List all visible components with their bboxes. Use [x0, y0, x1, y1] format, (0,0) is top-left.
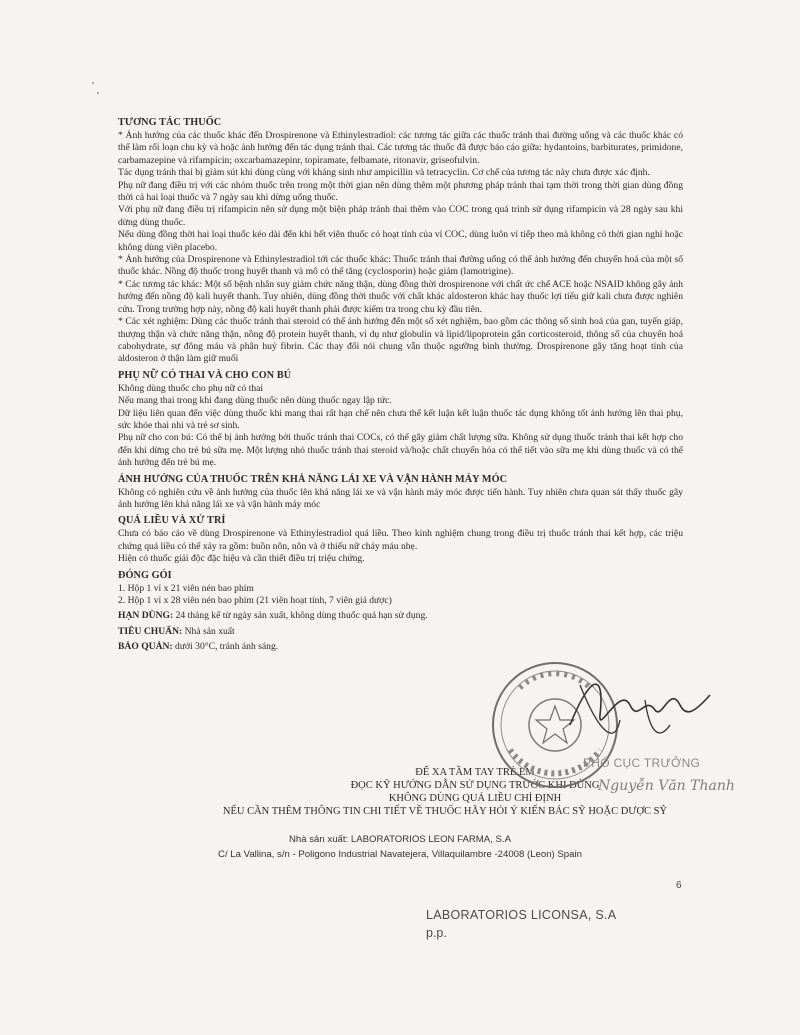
paragraph: Chưa có báo cáo về dùng Drospirenone và Ethinylestradiol quá liều. Theo kinh nghiệm chung trong điều trị thuốc tránh thai kết hợp, các triệu chứng quá liều có thể xảy ra gồm: buồn nôn, nôn và ở thiếu nữ chảy máu nhẹ.	[118, 528, 683, 552]
scan-speck	[97, 92, 99, 94]
section-heading: TƯƠNG TÁC THUỐC	[118, 117, 222, 128]
paragraph: * Các tương tác khác: Một số bệnh nhân suy giảm chức năng thận, dùng đồng thời drospirenone với chất ức chế ACE hoặc NSAID không gây ảnh hưởng đến nồng độ kali huyết thanh. Tuy nhiên, dùng đồng thời thuốc với chất khác aldosteron khác hay thuốc lợi tiểu giữ kali chưa được nghiên cứu. Trong trường hợp này, nồng độ kali huyết thanh phải được kiểm tra trong chu kỳ đầu tiên.	[118, 278, 683, 315]
paragraph: Với phụ nữ đang điều trị rifampicin nên sử dụng một biện pháp tránh thai thêm vào COC trong quá trình sử dụng rifampicin và 28 ngày sau khi dừng dùng thuốc.	[118, 204, 683, 228]
section-heading: ẢNH HƯỞNG CỦA THUỐC TRÊN KHẢ NĂNG LÁI XE VÀ VẬN HÀNH MÁY MÓC	[118, 473, 508, 485]
standard-label: TIÊU CHUẨN:	[118, 625, 183, 637]
licensee-name: LABORATORIOS LICONSA, S.A	[426, 908, 617, 922]
manufacturer-block	[160, 833, 640, 862]
section-heading: QUÁ LIỀU VÀ XỬ TRÍ	[118, 515, 226, 527]
page-number: 6	[676, 880, 682, 891]
paragraph: Hiện có thuốc giải độc đặc hiệu và cần thiết điều trị triệu chứng.	[118, 553, 365, 565]
storage-value: dưới 30°C, tránh ánh sáng.	[172, 641, 279, 653]
packaging-item: 2. Hộp 1 vỉ x 28 viên nén bao phim (21 viên hoạt tính, 7 viên giả dược)	[118, 595, 392, 606]
official-title: PHÓ CỤC TRƯỞNG	[583, 756, 701, 770]
standard-value: Nhà sản xuất	[182, 625, 235, 637]
warning-line: ĐỌC KỸ HƯỚNG DẪN SỬ DỤNG TRƯỚC KHI DÙNG	[350, 780, 600, 791]
paragraph: Nếu dùng đồng thời hai loại thuốc kéo dài đến khi hết viên thuốc có hoạt tính của vỉ COC, dùng luôn vỉ tiếp theo mà không có thời gian nghỉ hoặc không dùng viên placebo.	[118, 229, 683, 253]
shelf-life-label: HẠN DÙNG:	[118, 610, 174, 622]
signature-icon	[560, 665, 720, 755]
shelf-life	[118, 610, 683, 622]
storage-label: BẢO QUẢN:	[118, 641, 173, 653]
scan-speck	[92, 82, 94, 84]
warning-line: NẾU CẦN THÊM THÔNG TIN CHI TIẾT VỀ THUỐC HÃY HỎI Ý KIẾN BÁC SỸ HOẶC DƯỢC SỸ	[222, 806, 668, 817]
paragraph: Nếu mang thai trong khi đang dùng thuốc nên dùng thuốc ngay lập tức.	[118, 395, 392, 407]
document-body	[118, 116, 683, 657]
paragraph: * Các xét nghiệm: Dùng các thuốc tránh thai steroid có thể ảnh hưởng đến một số xét nghiệm, bao gồm các thông số sinh hoá của gan, tuyến giáp, thượng thận và chức năng thận, nồng độ protein huyết thanh, ví dụ như globulin và lipid/lipoprotein gắn corticosteroid, thông số của chuyển hoá cabohydrate, sự đông máu và phân huỷ fibrin. Các thay đổi nói chung vẫn thuộc ngưỡng bình thường. Drospirenone gây tăng hoạt tính của aldosteron ở thận làm giữ muối	[118, 316, 683, 365]
official-name: Nguyễn Văn Thanh	[598, 778, 735, 794]
standard	[118, 626, 683, 638]
paragraph: Phụ nữ đang điều trị với các nhóm thuốc trên trong một thời gian nên dùng thêm một phương pháp tránh thai tạm thời trong thời gian dùng đồng thời cả hai loại thuốc và 7 ngày sau khi dừng uống thuốc.	[118, 179, 683, 204]
section-heading: PHỤ NỮ CÓ THAI VÀ CHO CON BÚ	[118, 369, 292, 381]
warning-line: KHÔNG DÙNG QUÁ LIỀU CHỈ ĐỊNH	[388, 793, 562, 804]
packaging-item: 1. Hộp 1 vỉ x 21 viên nén bao phim	[118, 582, 254, 594]
paragraph: Không có nghiên cứu về ảnh hưởng của thuốc lên khả năng lái xe và vận hành máy móc được tiến hành. Tuy nhiên chưa quan sát thấy thuốc gây ảnh hưởng lên khả năng lái xe và vận hành máy móc	[118, 486, 683, 510]
paragraph: * Ảnh hưởng của các thuốc khác đến Drospirenone và Ethinylestradiol: các tương tác giữa các thuốc tránh thai đường uống và các thuốc khác có thể làm rối loạn chu kỳ và hoặc ảnh hưởng đến tác dụng tránh thai. Các tương tác thuốc đã được báo cáo giữa: hydantoins, barbiturates, primidone, carbamazepine và rifampicin; oxcarbamazepinr, topiramate, felbamate, ritonavir, griseofulvin.	[118, 130, 683, 166]
shelf-life-value: 24 tháng kể từ ngày sản xuất, không dùng thuốc quá hạn sử dụng.	[173, 610, 428, 622]
warning-line: ĐỂ XA TẦM TAY TRẺ EM	[415, 767, 535, 778]
manufacturer-name: Nhà sản xuất: LABORATORIOS LEON FARMA, S.A	[289, 834, 511, 845]
pp-label: p.p.	[426, 926, 447, 940]
manufacturer-address: C/ La Vallina, s/n - Poligono Industrial Navatejera, Villaquilambre -24008 (Leon) Spain	[218, 848, 582, 860]
paragraph: Phụ nữ cho con bú: Có thể bị ảnh hưởng bởi thuốc tránh thai COCs, có thể gây giảm chất lượng sữa. Không sử dụng thuốc tránh thai kết hợp cho đến khi dừng cho trẻ bú sữa mẹ. Một lượng nhỏ thuốc tránh thai steroid và/hoặc chất chuyển hóa có thể tiết vào sữa mẹ khi dùng thuốc và có thể ảnh hưởng đến trẻ bú mẹ.	[118, 432, 683, 469]
packaging-heading: ĐÓNG GÓI	[118, 569, 172, 581]
paragraph: * Ảnh hưởng của Drospirenone và Ethinylestradiol tới các thuốc khác: Thuốc tránh thai đường uống có thể ảnh hưởng đến chuyển hoá của một số thuốc khác. Nồng độ thuốc trong huyết thanh và mô có thể tăng (cyclosporin) hoặc giảm (lamotrigine).	[118, 254, 683, 278]
paragraph: Dữ liệu liên quan đến việc dùng thuốc khi mang thai rất hạn chế nên chưa thể kết luận kết luận thuốc tác dụng không tốt ảnh hưởng lên thai phụ, sức khỏe thai nhi và trẻ sơ sinh.	[118, 407, 683, 431]
paragraph: Tác dụng tránh thai bị giảm sút khi dùng cùng với kháng sinh như ampicillin và tetracyclin. Cơ chế của tương tác này chưa được xác định.	[118, 167, 650, 179]
paragraph: Không dùng thuốc cho phụ nữ có thai	[118, 382, 264, 394]
